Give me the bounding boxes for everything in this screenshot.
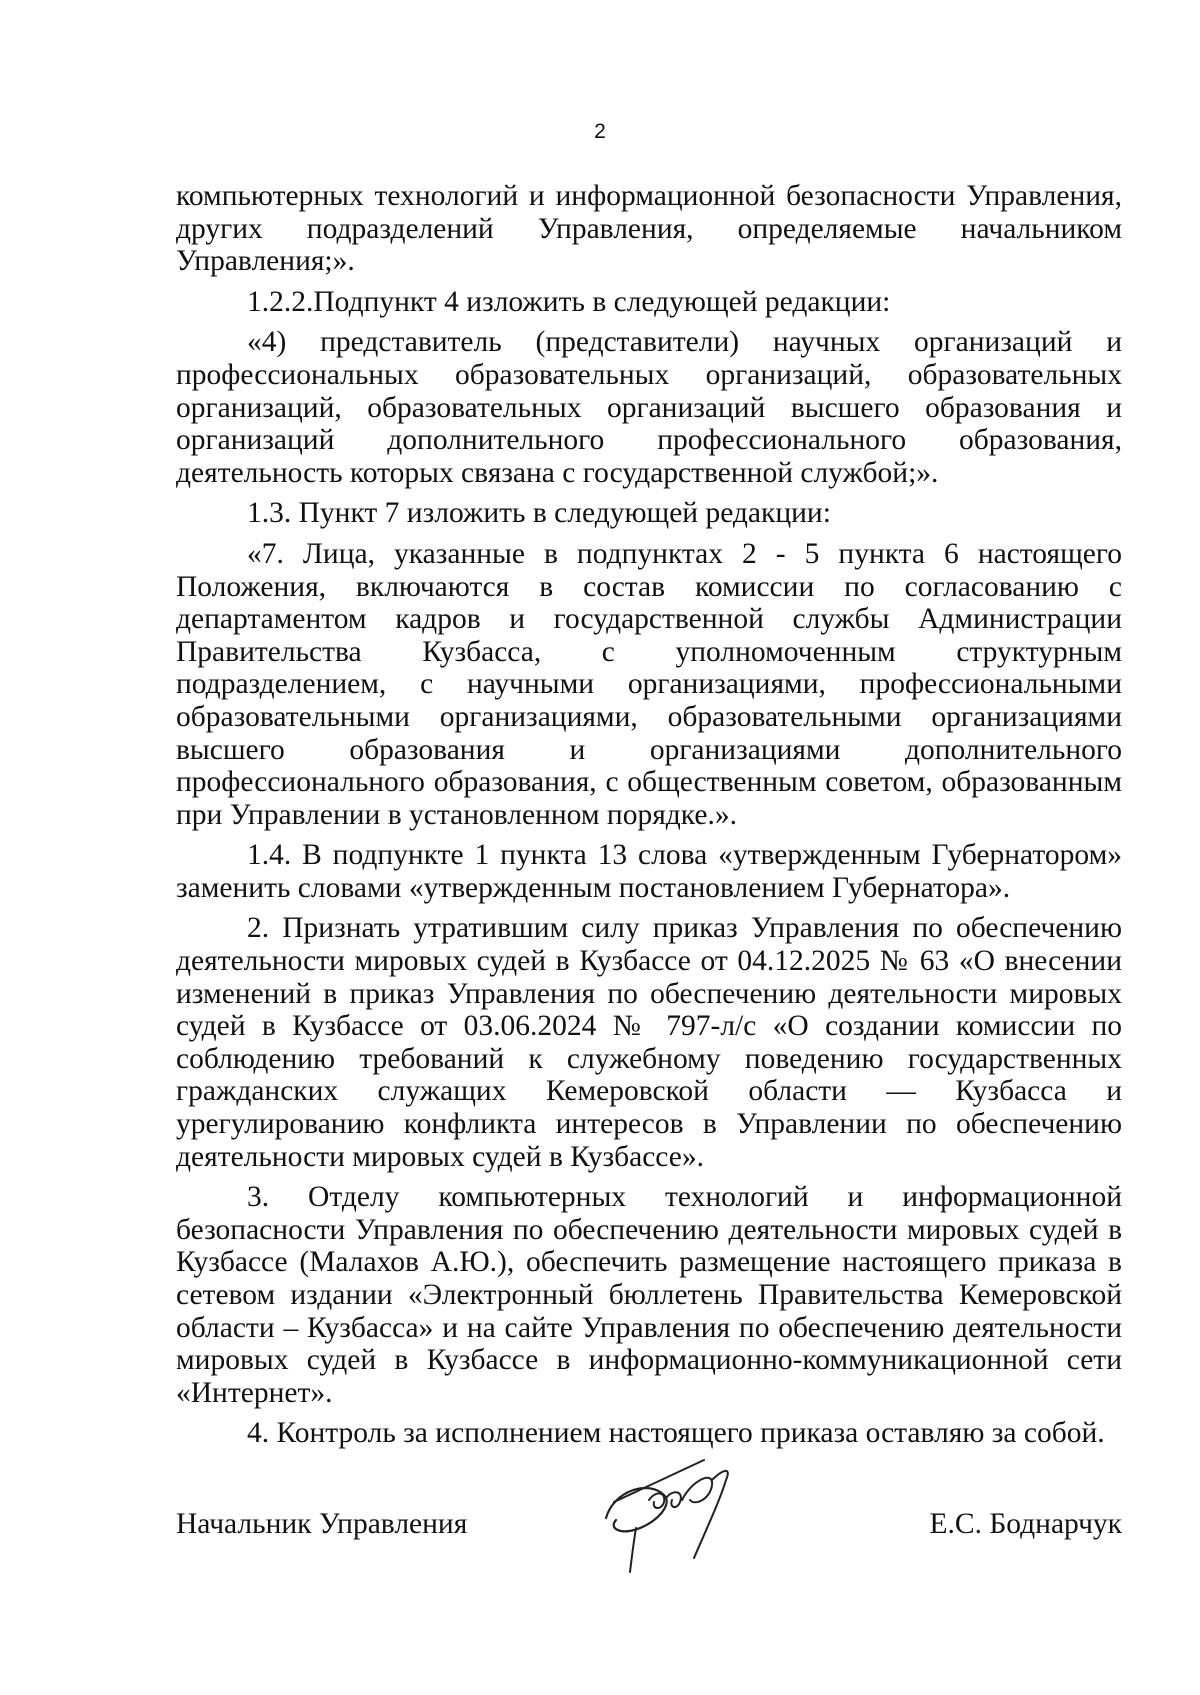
paragraph-subpoint-4: «4) представитель (представители) научных организаций и профессиональных образовательных организаций, образовательных организаций, образовательных организаций высшего образования и организаций дополнительного профессионального образования, деятельность которых связана с государственной службой;».	[176, 326, 1122, 489]
signature-block	[176, 1508, 1122, 1548]
paragraph-point-7: «7. Лица, указанные в подпунктах 2 - 5 пункта 6 настоящего Положения, включаются в состав комиссии по согласованию с департаментом кадров и государственной службы Администрации Правительства Кузбасса, с уполномоченным структурным подразделением, с научными организациями, профессиональными образовательными организациями, образовательными организациями высшего образования и организациями дополнительного профессионального образования, с общественным советом, образованным при Управлении в установленном порядке.».	[176, 537, 1122, 831]
paragraph-2: 2. Признать утратившим силу приказ Управления по обеспечению деятельности мировых судей в Кузбассе от 04.12.2025 № 63 «О внесении изменений в приказ Управления по обеспечению деятельности мировых судей в Кузбассе от 03.06.2024 № 797-л/с «О создании комиссии по соблюдению требований к служебному поведению государственных гражданских служащих Кемеровской области — Кузбасса и урегулированию конфликта интересов в Управлении по обеспечению деятельности мировых судей в Кузбассе».	[176, 912, 1122, 1173]
paragraph-1-4: 1.4. В подпункте 1 пункта 13 слова «утвержденным Губернатором» заменить словами «утвержденным постановлением Губернатора».	[176, 839, 1122, 904]
signer-position: Начальник Управления	[176, 1508, 468, 1540]
paragraph-1-2-2: 1.2.2.Подпункт 4 изложить в следующей редакции:	[247, 285, 891, 318]
signer-name: Е.С. Боднарчук	[929, 1508, 1122, 1540]
paragraph-4: 4. Контроль за исполнением настоящего приказа оставляю за собой.	[247, 1417, 1105, 1450]
page-number: 2	[594, 120, 606, 143]
document-body	[176, 180, 1122, 1458]
paragraph-1-3: 1.3. Пункт 7 изложить в следующей редакции:	[247, 497, 831, 530]
paragraph-3: 3. Отделу компьютерных технологий и информационной безопасности Управления по обеспечению деятельности мировых судей в Кузбассе (Малахов А.Ю.), обеспечить размещение настоящего приказа в сетевом издании «Электронный бюллетень Правительства Кемеровской области – Кузбасса» и на сайте Управления по обеспечению деятельности мировых судей в Кузбассе в информационно-коммуникационной сети «Интернет».	[176, 1181, 1122, 1409]
paragraph-continuation: компьютерных технологий и информационной безопасности Управления, других подразделений Управления, определяемые начальником Управления;».	[176, 180, 1122, 278]
